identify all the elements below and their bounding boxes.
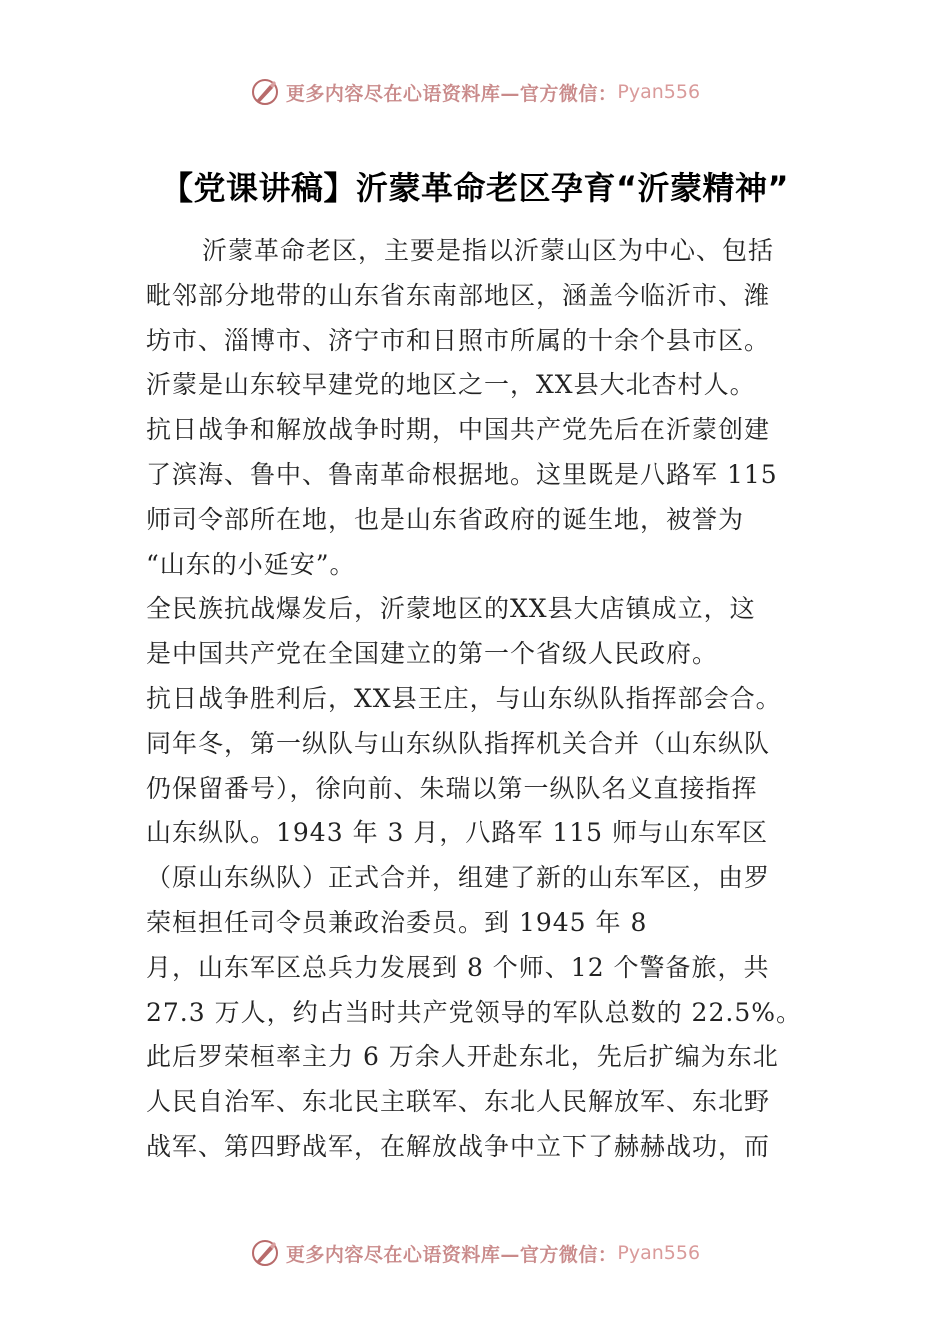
text-line: 沂蒙革命老区，主要是指以沂蒙山区为中心、包括: [202, 236, 775, 265]
text-line: 沂蒙是山东较早建党的地区之一，XX县大北杏村人。: [146, 370, 756, 400]
banner-text: 更多内容尽在心语资料库—官方微信：: [285, 1243, 618, 1266]
text-line: “山东的小延安”。: [146, 549, 356, 579]
text-line: 人民自治军、东北民主联军、东北人民解放军、东北野: [146, 1087, 771, 1117]
text-line: 了滨海、鲁中、鲁南革命根据地。这里既是八路军 115: [146, 459, 778, 489]
text-line: 仍保留番号），徐向前、朱瑞以第一纵队名义直接指挥: [146, 773, 758, 803]
text-line: 荣桓担任司令员兼政治委员。到 1945 年 8: [146, 907, 648, 937]
text-line: 此后罗荣桓率主力 6 万余人开赴东北，先后扩编为东北: [146, 1042, 779, 1072]
text-line: 师司令部所在地，也是山东省政府的诞生地，被誉为: [146, 504, 745, 534]
document-title: 【党课讲稿】沂蒙革命老区孕育“沂蒙精神”: [160, 169, 790, 207]
banner-text: 更多内容尽在心语资料库—官方微信：: [285, 82, 618, 105]
banner-contact: Pyan556: [617, 1242, 701, 1264]
text-line: （原山东纵队）正式合并，组建了新的山东军区，由罗: [146, 863, 771, 893]
text-line: 是中国共产党在全国建立的第一个省级人民政府。: [146, 639, 719, 669]
text-line: 月，山东军区总兵力发展到 8 个师、12 个警备旅，共: [146, 952, 770, 982]
text-line: 山东纵队。1943 年 3 月，八路军 115 师与山东军区: [146, 818, 768, 848]
text-line: 坊市、淄博市、济宁市和日照市所属的十余个县市区。: [146, 325, 771, 355]
text-line: 抗日战争胜利后，XX县王庄，与山东纵队指挥部会合。: [146, 683, 782, 713]
text-line: 27.3 万人，约占当时共产党领导的军队总数的 22.5%。: [146, 997, 802, 1027]
header-banner: [0, 72, 950, 112]
footer-banner: [0, 1233, 950, 1273]
document-body: [146, 229, 814, 1170]
text-line: 抗日战争和解放战争时期，中国共产党先后在沂蒙创建: [146, 415, 771, 445]
text-line: 同年冬，第一纵队与山东纵队指挥机关合并（山东纵队: [146, 728, 771, 758]
text-line: 战军、第四野战军，在解放战争中立下了赫赫战功，而: [146, 1131, 771, 1161]
pen-logo-icon: [250, 77, 280, 107]
text-line: 全民族抗战爆发后，沂蒙地区的XX县大店镇成立，这: [146, 594, 756, 624]
banner-contact: Pyan556: [617, 81, 701, 103]
text-line: 毗邻部分地带的山东省东南部地区，涵盖今临沂市、潍: [146, 280, 771, 310]
pen-logo-icon: [250, 1238, 280, 1268]
